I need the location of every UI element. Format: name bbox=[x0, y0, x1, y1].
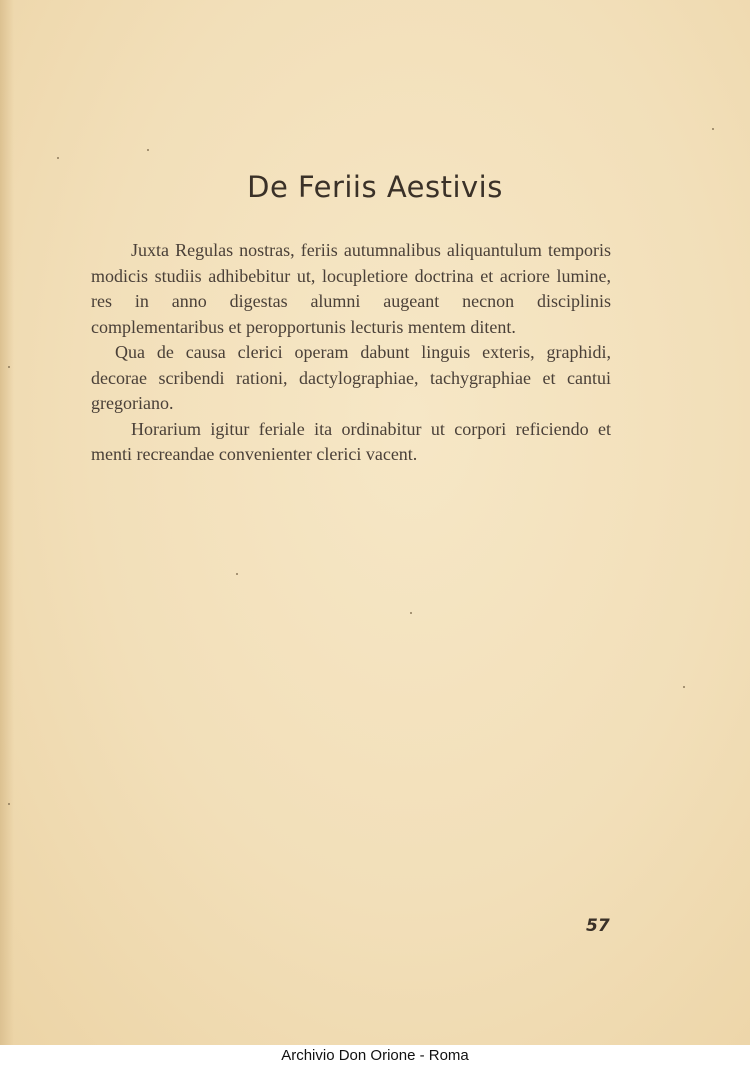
paragraph: Juxta Regulas nostras, feriis autumnalibus aliquantulum temporis modicis studiis adhibebitur ut, locupletiore doctrina et acriore lumine, res in anno digestas alumni augeant necnon disciplinis complementaribus et peropportunis lecturis mentem ditent. bbox=[91, 240, 611, 337]
paper-speck bbox=[8, 803, 10, 805]
page-edge-shadow bbox=[0, 0, 14, 1045]
archive-footer: Archivio Don Orione - Roma bbox=[281, 1047, 469, 1064]
paper-speck bbox=[147, 149, 149, 151]
paragraph: Qua de causa clerici operam dabunt linguis exteris, graphidi, decorae scribendi rationi, dactylographiae, tachygraphiae et cantui gregoriano. bbox=[91, 342, 611, 413]
paper-speck bbox=[683, 686, 685, 688]
paper-speck bbox=[8, 366, 10, 368]
paper-speck bbox=[410, 612, 412, 614]
paper-speck bbox=[712, 128, 714, 130]
body-text bbox=[91, 238, 611, 468]
page-title: De Feriis Aestivis bbox=[247, 170, 503, 204]
paragraph: Horarium igitur feriale ita ordinabitur ut corpori reficiendo et menti recreandae convenienter clerici vacent. bbox=[91, 418, 611, 464]
paper-speck bbox=[236, 573, 238, 575]
paper-speck bbox=[57, 157, 59, 159]
page-number: 57 bbox=[586, 916, 610, 936]
